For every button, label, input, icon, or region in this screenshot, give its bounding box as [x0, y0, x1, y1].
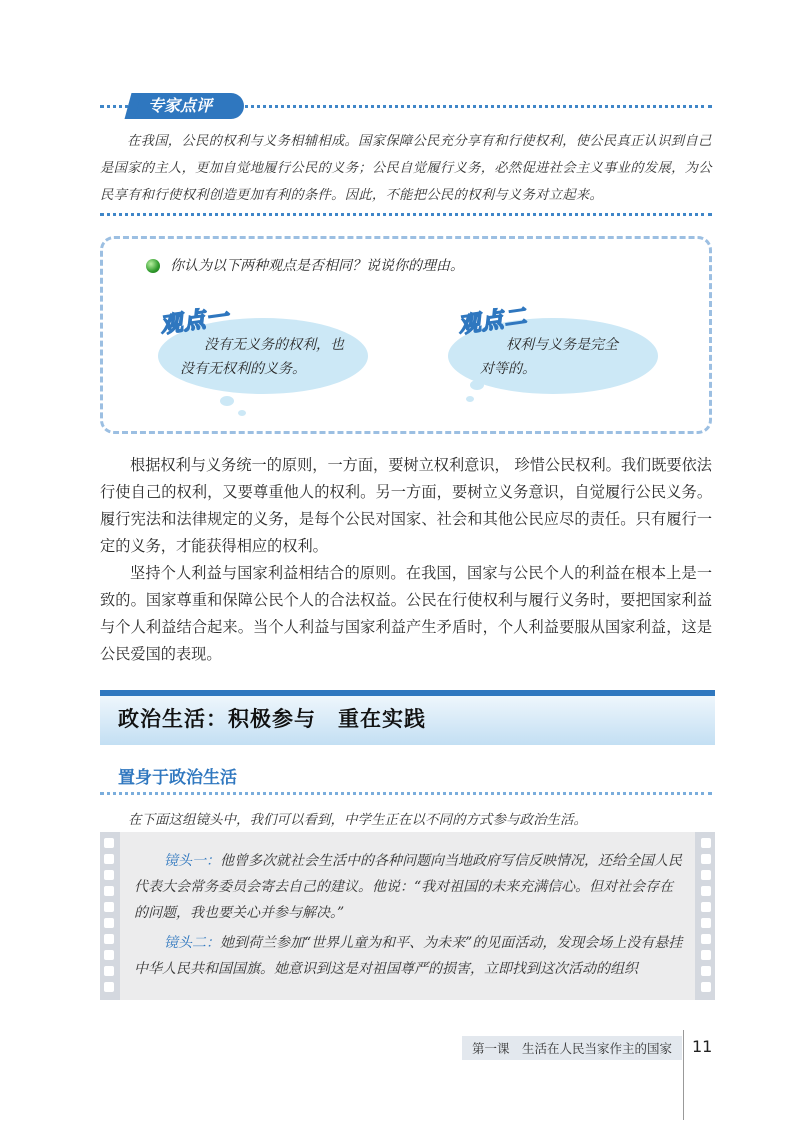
footer-chapter-title: 第一课 生活在人民当家作主的国家	[472, 1041, 673, 1056]
expert-comment-tab: 专家点评	[134, 93, 244, 119]
view1-line1: 没有无义务的权利，也	[204, 337, 344, 353]
film-sprocket-hole	[104, 886, 114, 896]
green-bullet-icon	[146, 259, 160, 273]
view2-title: 观点二	[456, 304, 529, 339]
film-sprocket-hole	[701, 934, 711, 944]
film-sprocket-hole	[104, 870, 114, 880]
paragraph-interests: 坚持个人利益与国家利益相结合的原则。在我国，国家与公民个人的利益在根本上是一致的。国家尊重和保障公民个人的合法权益。公民在行使权利与履行义务时，要把国家利益与个人利益结合起来。当个人利益与国家利益产生矛盾时，个人利益要服从国家利益，这是公民爱国的表现。	[100, 564, 712, 663]
shot2-label: 镜头二：	[164, 935, 220, 951]
view1-title: 观点一	[158, 304, 231, 339]
film-sprocket-hole	[104, 838, 114, 848]
page-number: 11	[692, 1037, 713, 1056]
section-title: 政治生活：积极参与 重在实践	[118, 706, 426, 731]
discussion-prompt: 你认为以下两种观点是否相同？说说你的理由。	[170, 258, 464, 274]
footer-divider	[683, 1030, 684, 1120]
film-sprocket-hole	[701, 838, 711, 848]
film-sprocket-hole	[104, 854, 114, 864]
shot1-label: 镜头一：	[164, 853, 220, 869]
view2-cloud-tail-small	[466, 396, 474, 402]
subsection-heading: 置身于政治生活	[118, 768, 237, 788]
film-sprocket-hole	[701, 950, 711, 960]
film-sprocket-hole	[701, 966, 711, 976]
film-sprocket-hole	[104, 918, 114, 928]
view1-cloud-tail	[220, 396, 234, 406]
film-sprocket-hole	[701, 982, 711, 992]
paragraph-rights-duties: 根据权利与义务统一的原则，一方面，要树立权利意识， 珍惜公民权利。我们既要依法行使自己的权利，又要尊重他人的权利。另一方面，要树立义务意识，自觉履行公民义务。履行宪法和法律规定的义务，是每个公民对国家、社会和其他公民应尽的责任。只有履行一定的义务，才能获得相应的权利。	[100, 456, 712, 555]
view1-cloud-tail-small	[238, 410, 246, 416]
shot1-paragraph	[134, 848, 684, 926]
film-sprocket-hole	[104, 950, 114, 960]
view1-line2: 没有无权利的义务。	[180, 361, 306, 377]
view2-line2: 对等的。	[480, 361, 536, 377]
film-sprocket-hole	[104, 966, 114, 976]
view2-cloud-tail	[470, 380, 484, 390]
film-sprocket-hole	[701, 870, 711, 880]
section-intro: 在下面这组镜头中，我们可以看到，中学生正在以不同的方式参与政治生活。	[128, 812, 587, 828]
film-sprocket-hole	[104, 934, 114, 944]
shot1-text: 他曾多次就社会生活中的各种问题向当地政府写信反映情况，还给全国人民代表大会常务委员会寄去自己的建议。他说：“我对祖国的未来充满信心。但对社会存在的问题，我也要关心并参与解决。”	[134, 853, 682, 921]
film-sprocket-hole	[701, 918, 711, 928]
film-sprocket-hole	[701, 902, 711, 912]
expert-bottom-dotted-rule	[100, 213, 712, 216]
expert-comment-text: 在我国，公民的权利与义务相辅相成。国家保障公民充分享有和行使权利，使公民真正认识到自己是国家的主人，更加自觉地履行公民的义务；公民自觉履行义务，必然促进社会主义事业的发展，为公民享有和行使权利创造更加有利的条件。因此，不能把公民的权利与义务对立起来。	[100, 134, 712, 203]
film-sprocket-hole	[104, 982, 114, 992]
film-sprocket-hole	[701, 886, 711, 896]
film-sprocket-hole	[701, 854, 711, 864]
shot2-paragraph	[134, 930, 684, 982]
subsection-dotted-rule	[100, 792, 712, 795]
shot2-text: 她到荷兰参加“世界儿童为和平、为未来”的见面活动，发现会场上没有悬挂中华人民共和国国旗。她意识到这是对祖国尊严的损害，立即找到这次活动的组织	[134, 935, 683, 977]
view2-line1: 权利与义务是完全	[506, 337, 618, 353]
film-sprocket-hole	[104, 902, 114, 912]
